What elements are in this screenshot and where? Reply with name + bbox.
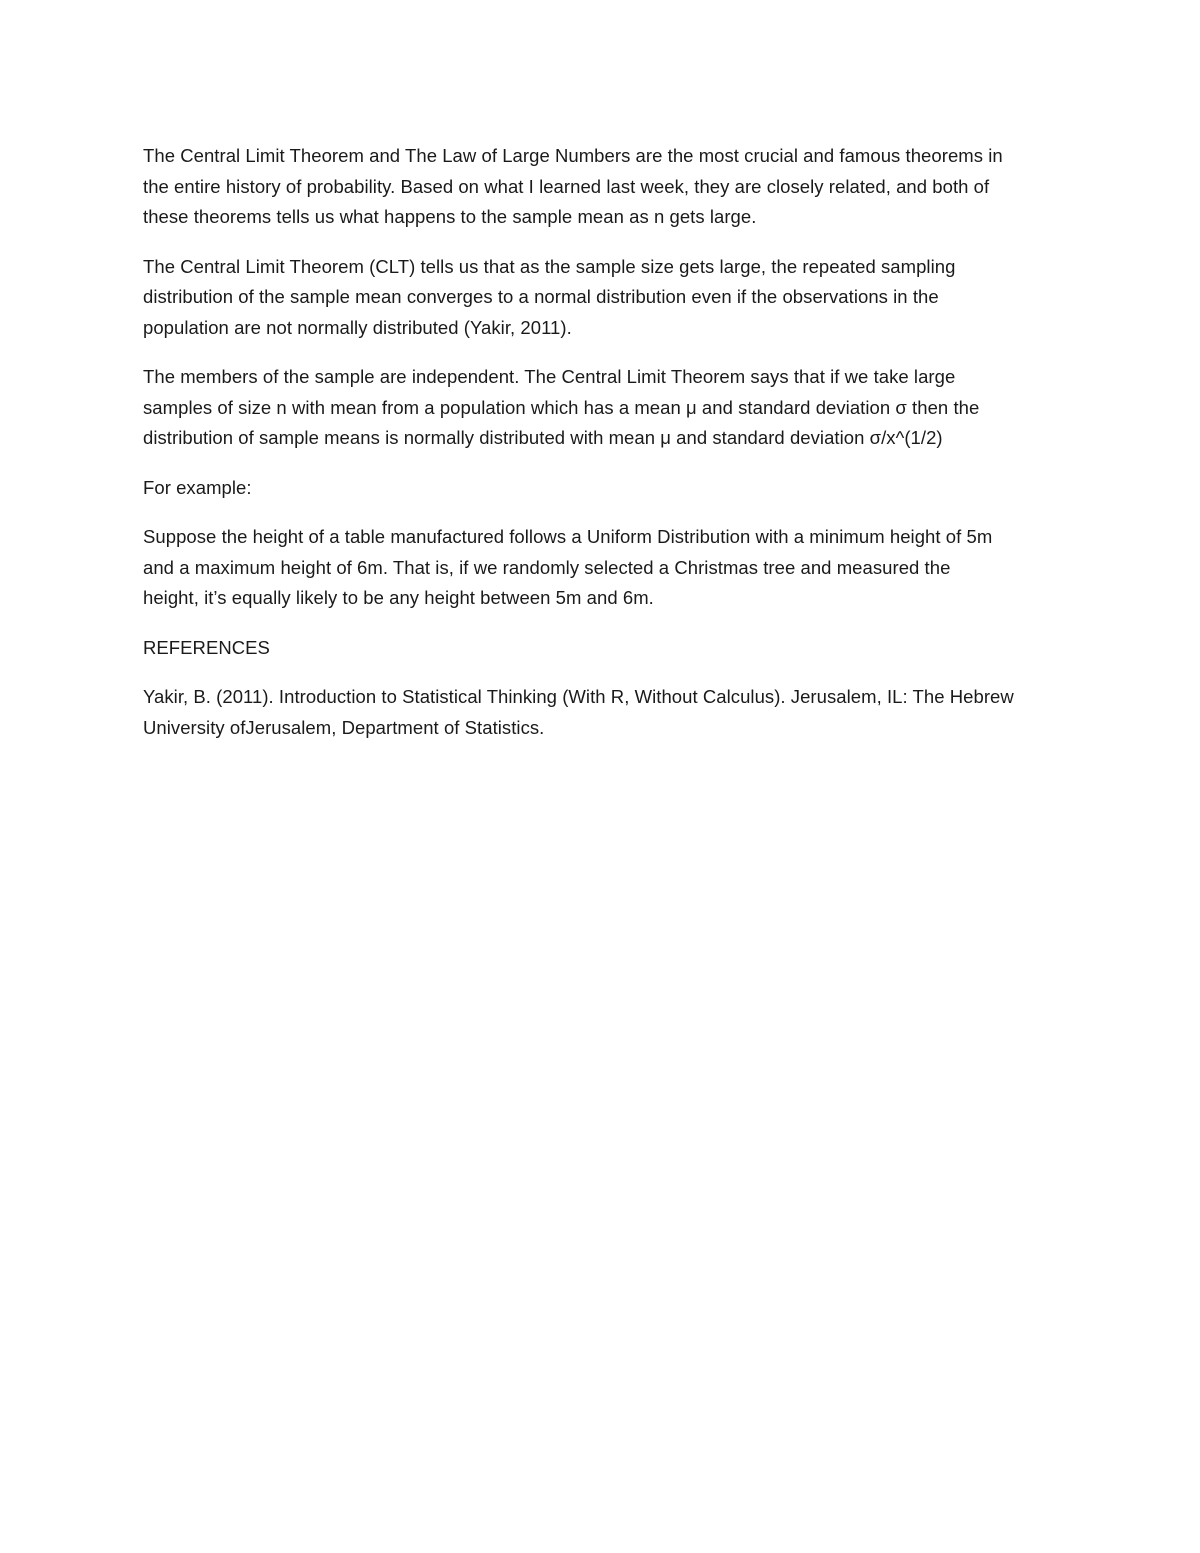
references-heading: [143, 633, 1073, 664]
text-line: The Central Limit Theorem (CLT) tells us that as the sample size gets large, the repeated sampling: [143, 255, 956, 277]
text-line: The Central Limit Theorem and The Law of Large Numbers are the most crucial and famous theorems in: [143, 145, 1003, 166]
text-line: and a maximum height of 6m. That is, if we randomly selected a Christmas tree and measured the: [143, 556, 951, 578]
text-line: samples of size n with mean from a population which has a mean μ and standard deviation σ then the: [143, 396, 980, 418]
text-line: distribution of sample means is normally distributed with mean μ and standard deviation σ/x^(1/2): [143, 427, 943, 448]
paragraph-intro: [143, 141, 1073, 233]
text-line: University ofJerusalem, Department of Statistics.: [143, 716, 545, 738]
text-line: Suppose the height of a table manufactured follows a Uniform Distribution with a minimum height of 5m: [143, 526, 993, 547]
text-line: REFERENCES: [143, 636, 270, 658]
text-line: distribution of the sample mean converges to a normal distribution even if the observations in the: [143, 286, 939, 307]
paragraph-example-heading: [143, 473, 1073, 504]
text-line: population are not normally distributed (Yakir, 2011).: [143, 316, 572, 338]
text-line: these theorems tells us what happens to the sample mean as n gets large.: [143, 206, 757, 227]
paragraph-independence: [143, 362, 1073, 454]
reference-entry: [143, 682, 1073, 743]
paragraph-clt: [143, 252, 1073, 344]
text-line: The members of the sample are independent. The Central Limit Theorem says that if we take large: [143, 366, 956, 387]
paragraph-example: [143, 522, 1073, 614]
text-line: For example:: [143, 476, 252, 498]
text-line: the entire history of probability. Based on what I learned last week, they are closely related, and both of: [143, 175, 990, 197]
text-line: height, it’s equally likely to be any height between 5m and 6m.: [143, 587, 654, 608]
text-line: Yakir, B. (2011). Introduction to Statistical Thinking (With R, Without Calculus). Jerusalem, IL: The Hebrew: [143, 686, 1014, 707]
document-body: [143, 141, 1073, 762]
